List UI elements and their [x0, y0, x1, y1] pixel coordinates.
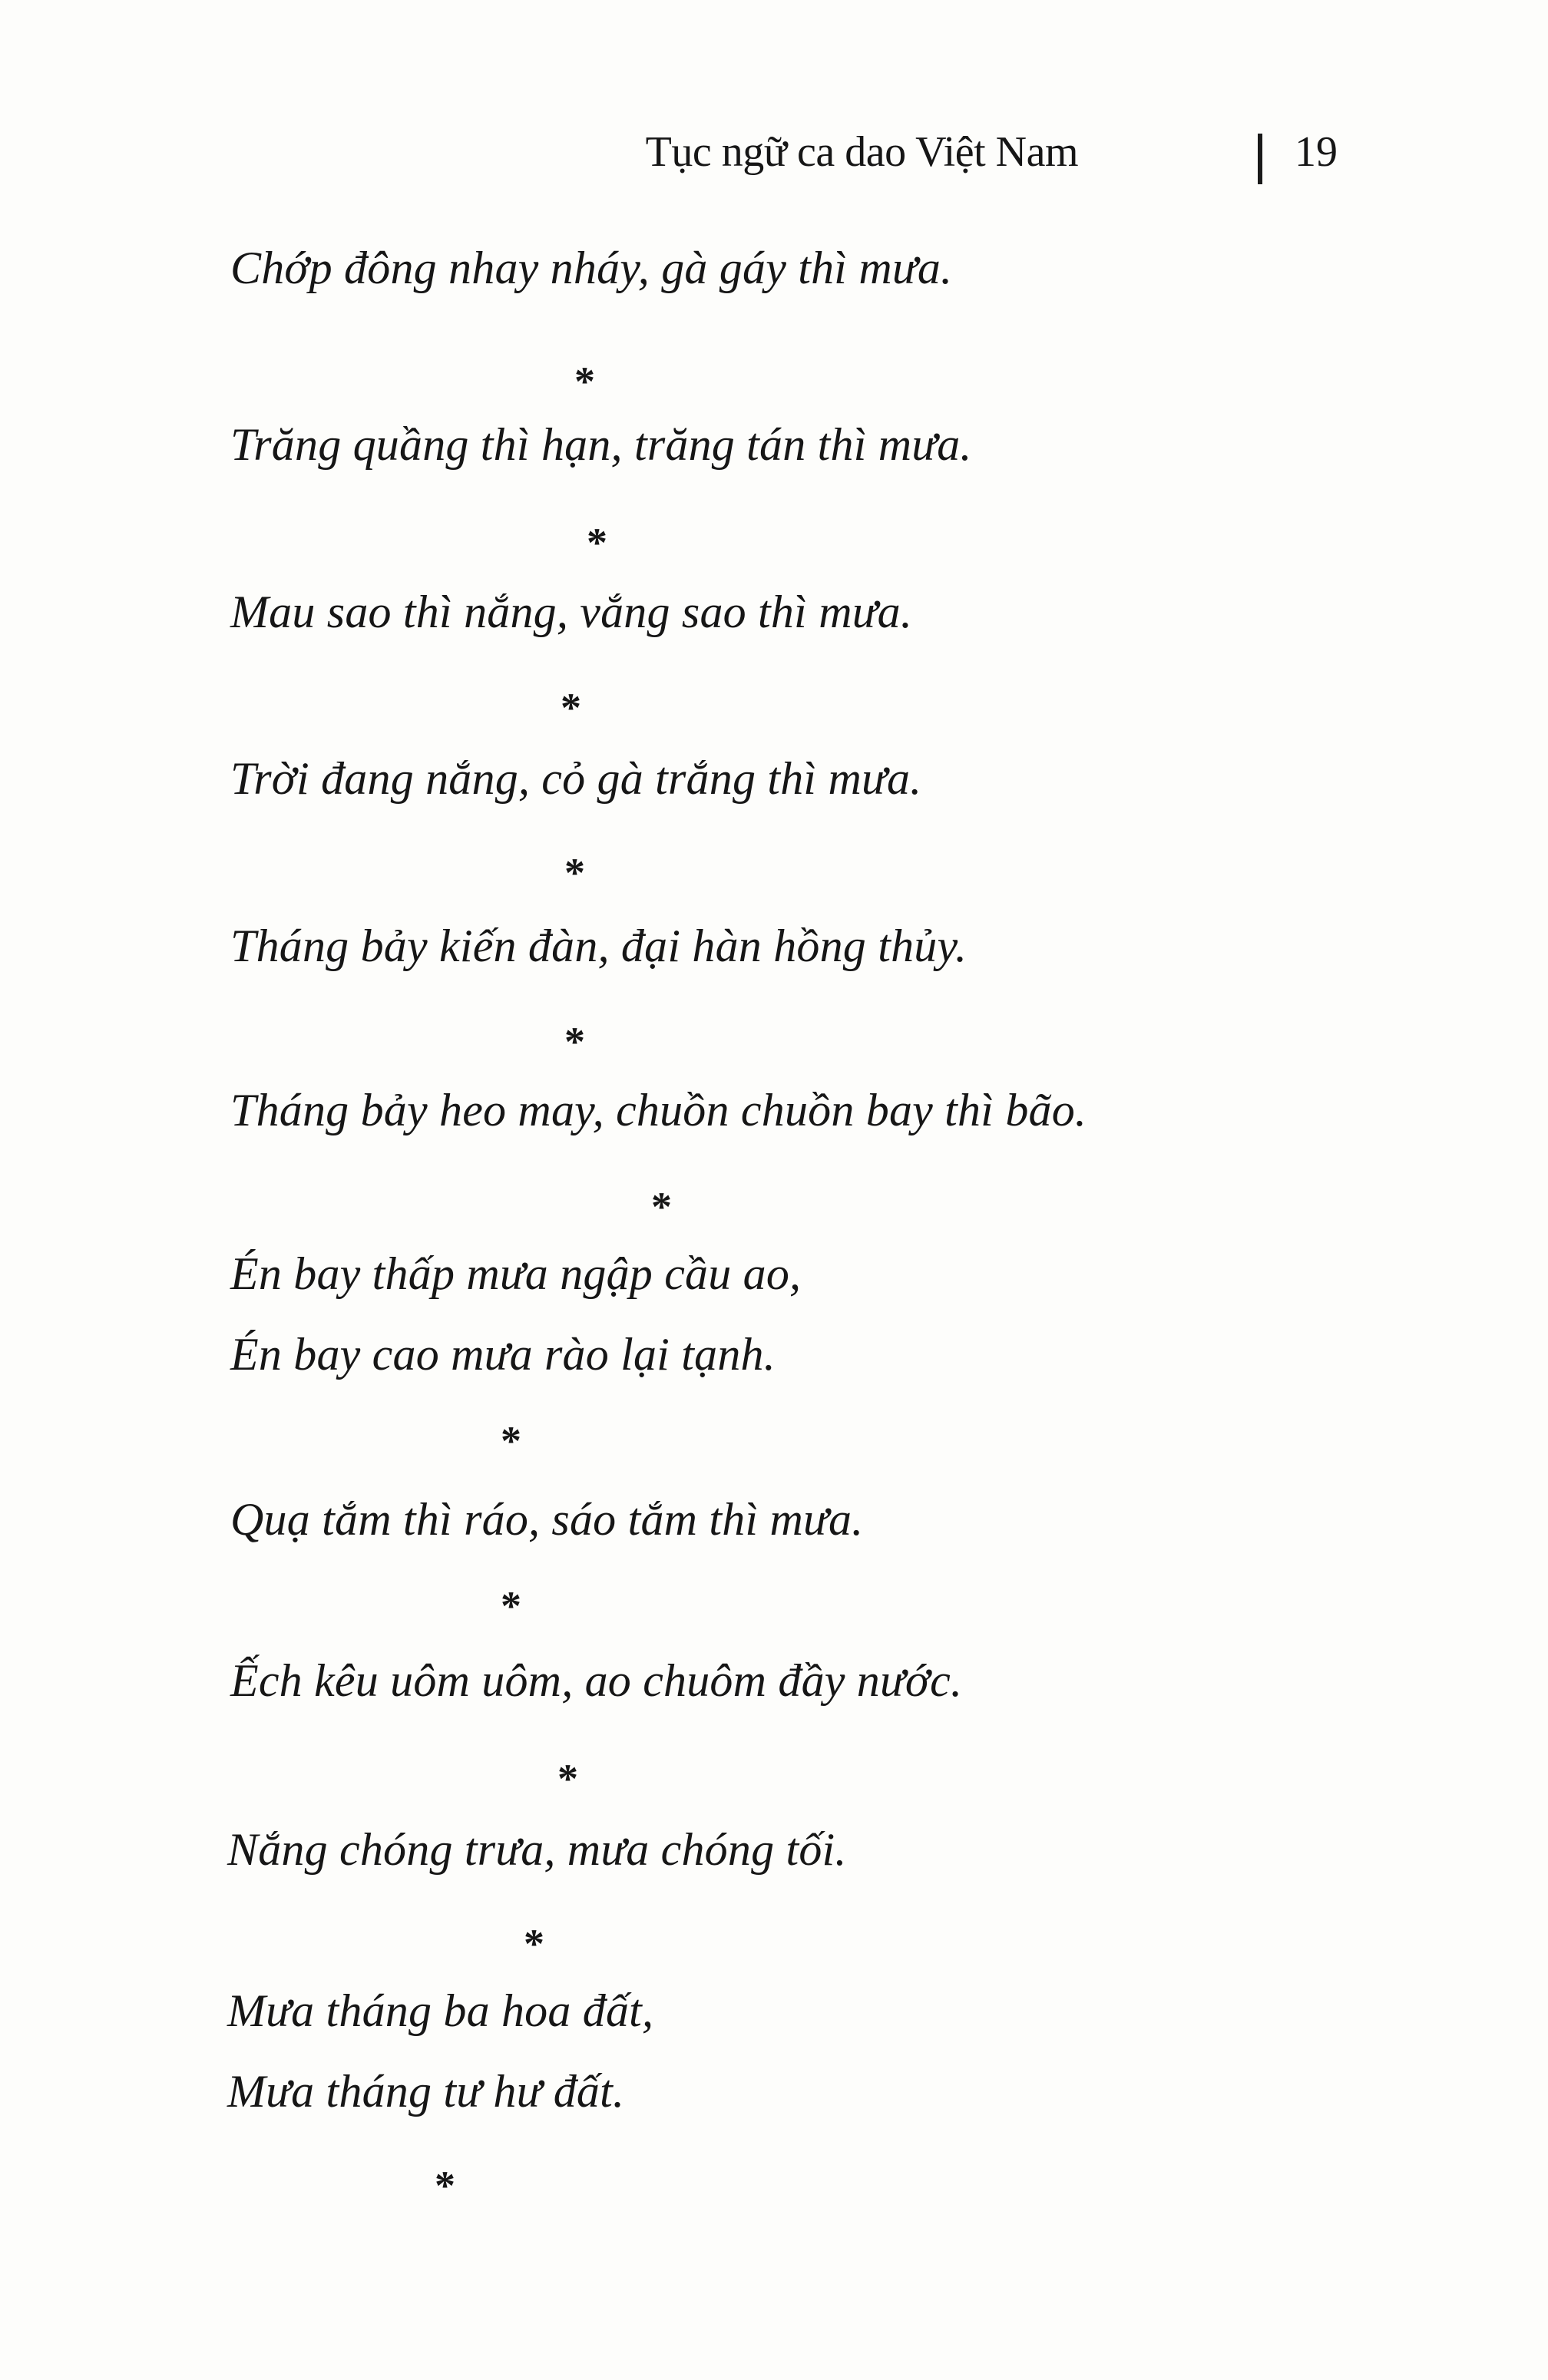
proverb-line: Nắng chóng trưa, mưa chóng tối. — [227, 1824, 847, 1875]
separator-star: * — [557, 1756, 578, 1802]
proverb-line: Chớp đông nhay nháy, gà gáy thì mưa. — [230, 243, 953, 293]
separator-star: * — [564, 1019, 585, 1065]
page-number: 19 — [1295, 128, 1338, 176]
separator-star: * — [651, 1184, 672, 1230]
header-divider — [1258, 134, 1262, 184]
proverb-line: Én bay thấp mưa ngập cầu ao, — [230, 1248, 802, 1299]
separator-star: * — [587, 520, 607, 566]
running-header — [645, 115, 1382, 184]
separator-star: * — [561, 685, 581, 731]
proverb-line: Trời đang nắng, cỏ gà trắng thì mưa. — [230, 753, 922, 804]
proverb-line: Tháng bảy heo may, chuồn chuồn bay thì bão. — [230, 1085, 1087, 1135]
proverb-line: Mưa tháng tư hư đất. — [227, 2066, 625, 2117]
separator-star: * — [501, 1418, 521, 1464]
separator-star: * — [501, 1583, 521, 1629]
separator-star: * — [574, 359, 595, 405]
book-title: Tục ngữ ca dao Việt Nam — [645, 128, 1078, 176]
proverb-line: Trăng quầng thì hạn, trăng tán thì mưa. — [230, 419, 972, 470]
proverb-line: Mau sao thì nắng, vắng sao thì mưa. — [230, 587, 913, 637]
proverb-line: Tháng bảy kiến đàn, đại hàn hồng thủy. — [230, 921, 968, 971]
separator-star: * — [435, 2163, 455, 2209]
proverb-line: Mưa tháng ba hoa đất, — [227, 1985, 654, 2036]
separator-star: * — [564, 850, 585, 896]
proverb-line: Én bay cao mưa rào lại tạnh. — [230, 1329, 776, 1380]
proverb-line: Quạ tắm thì ráo, sáo tắm thì mưa. — [230, 1494, 864, 1545]
separator-star: * — [524, 1921, 544, 1967]
proverb-line: Ếch kêu uôm uôm, ao chuôm đầy nước. — [230, 1655, 963, 1706]
